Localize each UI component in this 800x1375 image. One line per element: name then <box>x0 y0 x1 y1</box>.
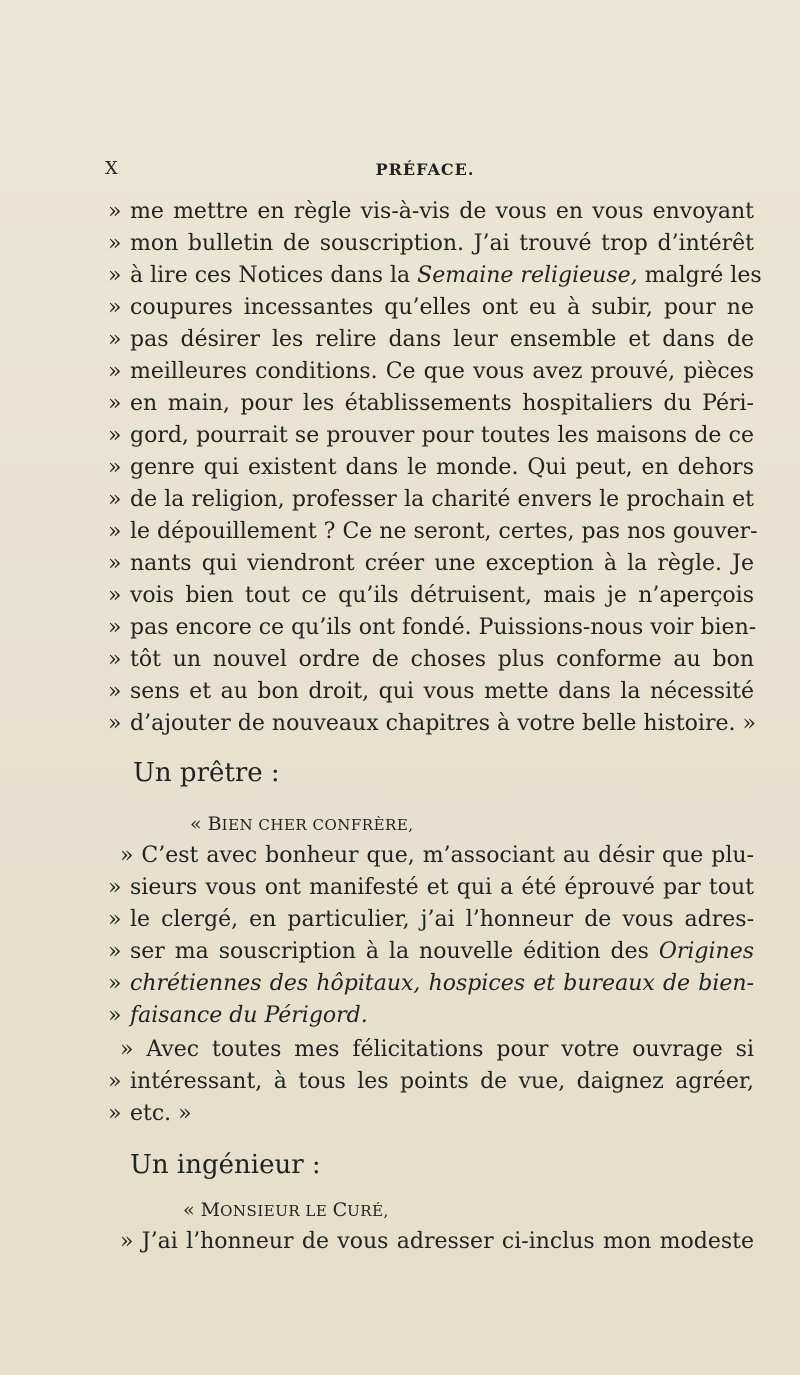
text-line: » mon bulletin de souscription. J’ai trouvé trop d’intérêt <box>108 231 754 256</box>
page-number: X <box>105 158 118 179</box>
page-header <box>105 158 745 188</box>
text-line: » faisance du Périgord. <box>108 1003 368 1028</box>
text-line: » J’ai l’honneur de vous adresser ci-inclus mon modeste <box>120 1229 754 1254</box>
text-line: » C’est avec bonheur que, m’associant au désir que plu- <box>120 843 754 868</box>
text-line: » à lire ces Notices dans la Semaine religieuse, malgré les <box>108 263 762 288</box>
text-line: » tôt un nouvel ordre de choses plus conforme au bon <box>108 647 754 672</box>
text-line: » Avec toutes mes félicitations pour votre ouvrage si <box>120 1037 754 1062</box>
text-line: » en main, pour les établissements hospitaliers du Péri- <box>108 391 754 416</box>
running-title: PRÉFACE. <box>375 160 475 179</box>
text-line: » d’ajouter de nouveaux chapitres à votre belle histoire. » <box>108 711 756 736</box>
text-line: » intéressant, à tous les points de vue, daignez agréer, <box>108 1069 754 1094</box>
salutation: « MONSIEUR LE CURÉ, <box>183 1199 389 1221</box>
text-line: » sens et au bon droit, qui vous mette dans la nécessité <box>108 679 754 704</box>
text-line: » ser ma souscription à la nouvelle édition des Origines <box>108 939 754 964</box>
text-line: » etc. » <box>108 1101 192 1126</box>
text-line: » me mettre en règle vis-à-vis de vous en vous envoyant <box>108 199 754 224</box>
text-line: » de la religion, professer la charité envers le prochain et <box>108 487 754 512</box>
text-line: » pas encore ce qu’ils ont fondé. Puissions-nous voir bien- <box>108 615 757 640</box>
section-heading-pretre: Un prêtre : <box>133 758 280 788</box>
text-line: » chrétiennes des hôpitaux, hospices et bureaux de bien- <box>108 971 754 996</box>
section-heading-ingenieur: Un ingénieur : <box>130 1150 321 1180</box>
text-line: » vois bien tout ce qu’ils détruisent, mais je n’aperçois <box>108 583 754 608</box>
text-line: » le clergé, en particulier, j’ai l’honneur de vous adres- <box>108 907 754 932</box>
text-line: » le dépouillement ? Ce ne seront, certes, pas nos gouver- <box>108 519 758 544</box>
text-line: » pas désirer les relire dans leur ensemble et dans de <box>108 327 754 352</box>
text-line: » gord, pourrait se prouver pour toutes les maisons de ce <box>108 423 754 448</box>
text-line: » coupures incessantes qu’elles ont eu à subir, pour ne <box>108 295 754 320</box>
text-line: » meilleures conditions. Ce que vous avez prouvé, pièces <box>108 359 754 384</box>
text-line: » genre qui existent dans le monde. Qui peut, en dehors <box>108 455 754 480</box>
text-line: » nants qui viendront créer une exception à la règle. Je <box>108 551 754 576</box>
salutation: « BIEN CHER CONFRÈRE, <box>190 813 414 835</box>
text-line: » sieurs vous ont manifesté et qui a été éprouvé par tout <box>108 875 754 900</box>
